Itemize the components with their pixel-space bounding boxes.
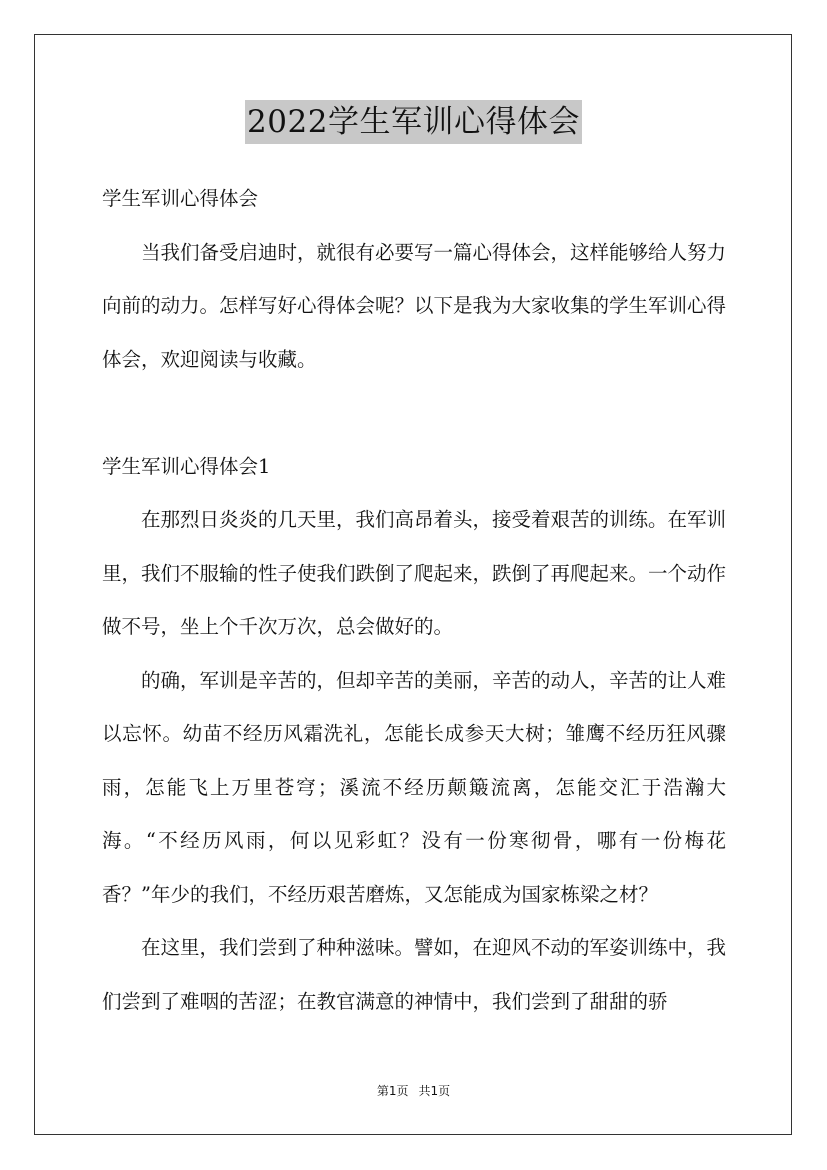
body-paragraph-3: 在这里，我们尝到了种种滋味。譬如，在迎风不动的军姿训练中，我们尝到了难咽的苦涩；在教官满意的神情中，我们尝到了甜甜的骄 xyxy=(102,936,727,1013)
intro-paragraph: 当我们备受启迪时，就很有必要写一篇心得体会，这样能够给人努力向前的动力。怎样写好心得体会呢？以下是我为大家收集的学生军训心得体会，欢迎阅读与收藏。 xyxy=(102,240,727,371)
document-title-text: 2022学生军训心得体会 xyxy=(245,100,582,144)
body-paragraph-1: 在那烈日炎炎的几天里，我们高昂着头，接受着艰苦的训练。在军训里，我们不服输的性子使我们跌倒了爬起来，跌倒了再爬起来。一个动作做不号，坐上个千次万次，总会做好的。 xyxy=(102,508,727,638)
page-number: 第1页 xyxy=(376,1084,409,1098)
page-footer xyxy=(0,1082,827,1099)
section-heading-1: 学生军训心得体会1 xyxy=(102,454,271,478)
document-title xyxy=(0,100,827,149)
paragraph-spacer xyxy=(102,386,726,440)
body-paragraph-2: 的确，军训是辛苦的，但却辛苦的美丽，辛苦的动人，辛苦的让人难以忘怀。幼苗不经历风霜洗礼，怎能长成参天大树；雏鹰不经历狂风骤雨，怎能飞上万里苍穹；溪流不经历颠簸流离，怎能交汇于浩瀚大海。“不经历风雨，何以见彩虹？没有一份寒彻骨，哪有一份梅花香？”年少的我们，不经历艰苦磨炼，又怎能成为国家栋梁之材？ xyxy=(102,668,727,906)
document-body xyxy=(102,172,726,1028)
section-heading-intro: 学生军训心得体会 xyxy=(102,187,259,210)
page-total: 共1页 xyxy=(418,1084,451,1098)
